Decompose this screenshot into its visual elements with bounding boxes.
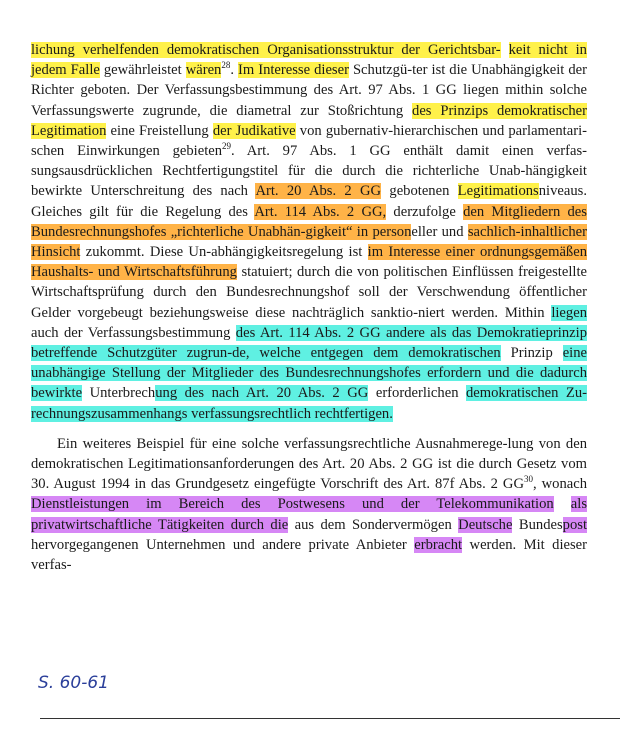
text-run: zukommt. Diese Un-abhängigkeitsregelung ist (80, 244, 368, 261)
text-run: Unterbrech (82, 385, 156, 402)
text-run: erforderlichen (368, 385, 466, 402)
highlighted-text: des Art. 114 Abs. 2 GG andere als das Demokratieprinzip betreffende Schutzgüter zugrun-de, welche entgegen dem demokratischen (31, 324, 587, 362)
text-run: von gubernativ-hierarchischen und parlamentari-schen Einwirkungen gebieten (31, 122, 587, 160)
highlighted-text: ung des nach Art. 20 Abs. 2 GG (155, 385, 369, 402)
text-run: Bundes (512, 516, 563, 533)
text-run (501, 42, 509, 58)
highlighted-text: den Mitgliedern des Bundesrechnungshofes „richterliche Unabhän-gigkeit“ in person (31, 203, 587, 240)
text-run: derzufolge (386, 203, 464, 220)
highlighted-text: Dienstleistungen im Bereich des Postwesens und der Telekommunikation (31, 496, 554, 513)
text-run: Ein weiteres Beispiel für eine solche verfassungsrechtliche Ausnahmerege-lung von den demokratischen Legitimationsanforderungen des Art. 20 Abs. 2 GG ist die durch Gesetz vom 30. August 1994 in das Grundgesetz eingefügte Vorschrift des Art. 87f Abs. 2 GG (31, 435, 587, 493)
highlighted-text: sachlich-inhaltlicher Hinsicht (31, 223, 587, 261)
text-run: , wonach (533, 476, 587, 493)
text-run: auch der Verfassungsbestimmung (31, 324, 236, 341)
footnote-ref: 29 (222, 141, 232, 152)
text-run: gewährleistet (99, 62, 186, 79)
text-run: werden. Mit dieser verfas- (31, 536, 587, 574)
text-run: . (230, 62, 238, 79)
highlighted-text: als privatwirtschaftliche Tätigkeiten durch die (31, 496, 587, 533)
text-run: Prinzip (500, 345, 563, 362)
text-run: statuiert; durch die von politischen Einflüssen freigestellte Wirtschaftsprüfung durch den Bundesrechnungshof soll der Verschwendung öffentlicher Gelder vorgebeugt beziehungsweise diese nachträglich sanktio-niert werden. Mithin (31, 264, 587, 321)
divider-line (40, 718, 620, 719)
text-run: eller und (411, 223, 468, 240)
highlighted-text: im Interesse einer ordnungsgemäßen Haushalts- und Wirtschaftsführung (31, 244, 588, 281)
highlighted-text: erbracht (414, 536, 463, 553)
highlighted-text: Im Interesse dieser (238, 62, 349, 79)
text-run: gebotenen (381, 183, 458, 200)
highlighted-text: wären (185, 62, 222, 79)
book-page (31, 40, 587, 575)
text-run: Schutzgü-ter ist die Unabhängigkeit der Richter geboten. Der Verfassungsbestimmung des Art. 97 Abs. 1 GG liegen mithin solche Verfassungswerte zugrunde, die diametral zur Stoßrichtung (31, 62, 587, 119)
page-reference: S. 60-61 (38, 673, 109, 693)
highlighted-text: Art. 20 Abs. 2 GG (255, 183, 382, 200)
text-run: hervorgegangenen Unternehmen und andere private Anbieter (31, 536, 415, 553)
highlighted-text: Art. 114 Abs. 2 GG, (254, 203, 387, 220)
highlighted-text: lichung verhelfenden demokratischen Organisationsstruktur der Gerichtsbar- (31, 42, 501, 58)
highlighted-text: demokratischen Zu-rechnungszusammenhangs verfassungsrechtlich rechtfertigen. (31, 385, 587, 422)
text-run (554, 496, 571, 512)
paragraph-2 (31, 434, 587, 575)
highlighted-text: des Prinzips demokratischer Legitimation (31, 102, 587, 139)
footnote-ref: 28 (221, 60, 231, 71)
footnote-ref: 30 (524, 474, 534, 485)
highlighted-text: keit nicht in jedem Falle (31, 42, 587, 79)
highlighted-text: der Judikative (212, 122, 296, 139)
highlighted-text: Deutsche (458, 516, 513, 533)
text-run: eine Freistellung (106, 122, 213, 139)
text-run: niveaus. Gleiches gilt für die Regelung des (31, 183, 587, 220)
paragraph-1 (31, 40, 587, 424)
highlighted-text: eine unabhängige Stellung der Mitglieder des Bundesrechnungshofes erfordern und die dadurch bewirkte (31, 345, 587, 402)
text-run: . Art. 97 Abs. 1 GG enthält damit einen verfas-sungsausdrücklichen Rechtfertigungstitel für die durch die richterliche Unab-hängigkeit bewirkte Unterschreitung des nach (31, 143, 588, 200)
highlighted-text: Legitimations (457, 183, 539, 200)
highlighted-text: liegen (551, 304, 587, 321)
text-run: aus dem Sondervermögen (288, 516, 459, 533)
highlighted-text: post (562, 516, 587, 533)
